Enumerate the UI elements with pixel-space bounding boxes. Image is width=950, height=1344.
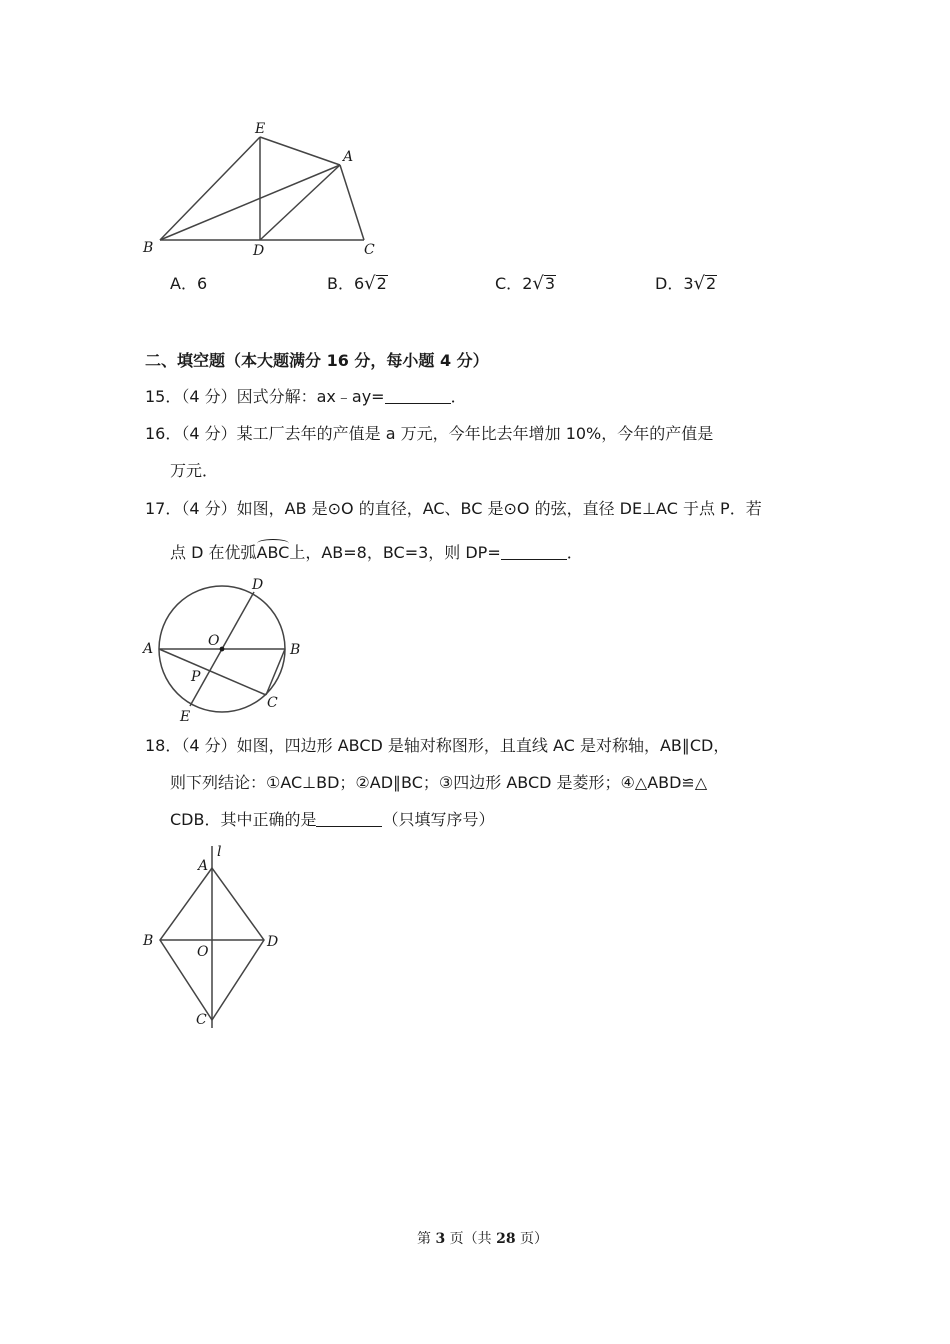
- question-18-line-1: 18．（4 分）如图，四边形 ABCD 是轴对称图形，且直线 AC 是对称轴，AB∥CD，: [145, 736, 730, 755]
- label-a: A: [143, 641, 154, 657]
- label-a: A: [198, 858, 209, 874]
- label-b: B: [290, 642, 301, 658]
- answer-blank-18[interactable]: [316, 810, 382, 827]
- label-c: C: [364, 242, 375, 258]
- label-o: O: [208, 633, 220, 649]
- section-title: 二、填空题（本大题满分 16 分，每小题 4 分）: [145, 351, 489, 370]
- label-d: D: [252, 577, 264, 593]
- answer-blank-15[interactable]: [385, 387, 451, 404]
- question-18-line-3: CDB．其中正确的是 （只填写序号）: [170, 810, 495, 829]
- q17-figure: [140, 575, 315, 725]
- label-b: B: [143, 240, 154, 256]
- label-l: l: [217, 844, 222, 860]
- label-e: E: [180, 709, 191, 725]
- question-16-line-1: 16．（4 分）某工厂去年的产值是 a 万元，今年比去年增加 10%，今年的产值是: [145, 424, 714, 443]
- label-c: C: [196, 1012, 207, 1028]
- arc-abc: ABC: [256, 543, 290, 562]
- question-17-line-1: 17．（4 分）如图，AB 是⊙O 的直径，AC、BC 是⊙O 的弦，直径 DE⊥AC 于点 P．若: [145, 499, 762, 518]
- question-15: 15．（4 分）因式分解：ax﹣ay= ．: [145, 387, 467, 406]
- question-17-line-2: 点 D 在优弧ABC上，AB=8，BC=3，则 DP= ．: [170, 543, 583, 562]
- label-o: O: [197, 944, 209, 960]
- q18-figure: [140, 840, 290, 1030]
- q14-option-a: A．6: [170, 274, 208, 293]
- label-a: A: [343, 149, 354, 165]
- label-d: D: [267, 934, 279, 950]
- label-c: C: [267, 695, 278, 711]
- label-p: P: [191, 669, 201, 685]
- q14-option-d: D．3√2: [655, 273, 717, 294]
- q14-option-b: B．6√2: [327, 273, 387, 294]
- question-16-line-2: 万元．: [170, 461, 219, 480]
- label-d: D: [253, 243, 265, 259]
- q14-option-c: C．2√3: [495, 273, 556, 294]
- page-number: 第 3 页（共 28 页）: [417, 1231, 549, 1247]
- label-e: E: [255, 121, 266, 137]
- q14-figure: [140, 118, 390, 263]
- answer-blank-17[interactable]: [501, 543, 567, 560]
- question-18-line-2: 则下列结论：①AC⊥BD；②AD∥BC；③四边形 ABCD 是菱形；④△ABD≌△: [170, 773, 708, 792]
- label-b: B: [143, 933, 154, 949]
